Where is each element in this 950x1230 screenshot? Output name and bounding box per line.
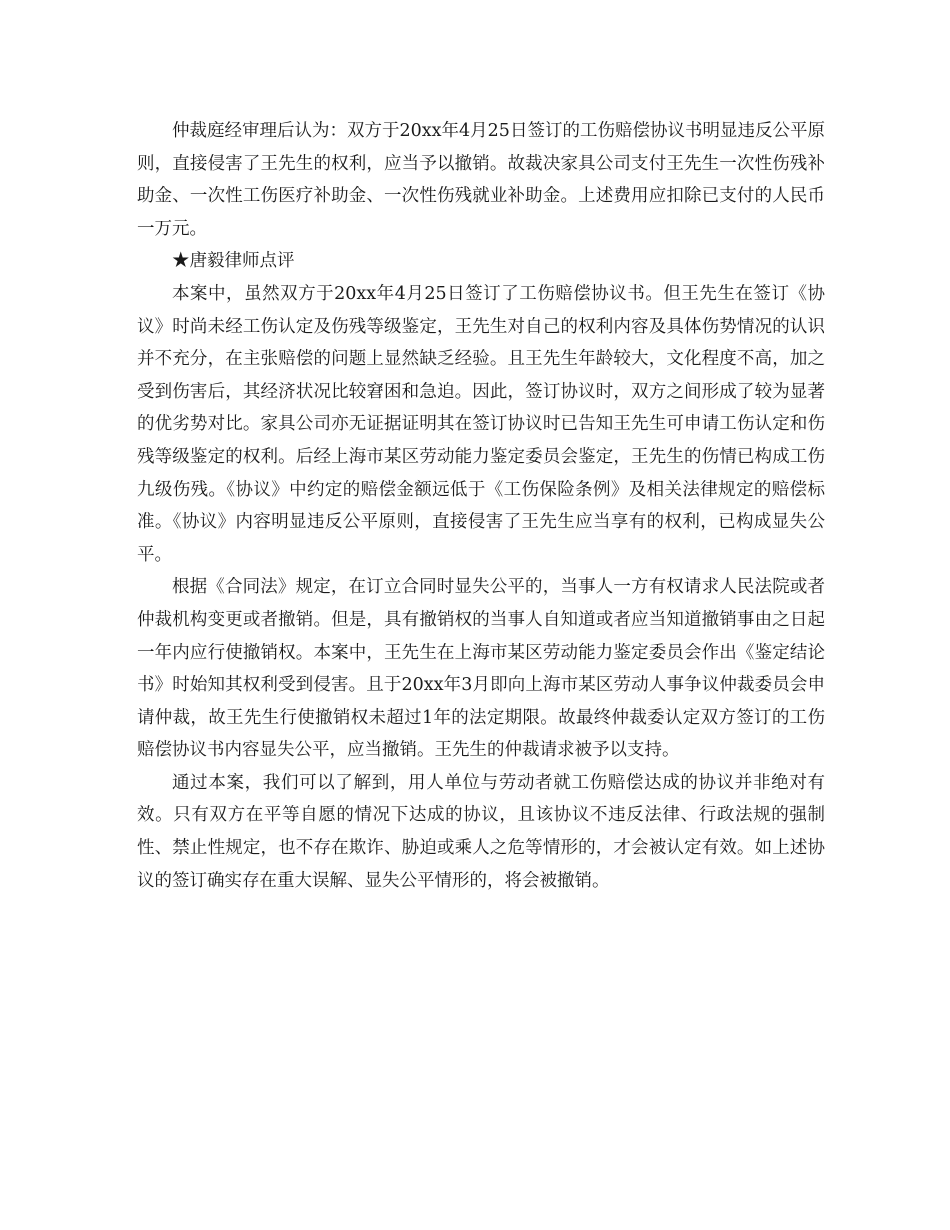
paragraph-case-analysis: 本案中，虽然双方于20xx年4月25日签订了工伤赔偿协议书。但王先生在签订《协议》时尚未经工伤认定及伤残等级鉴定，王先生对自己的权利内容及具体伤势情况的认识并不充分，在主张赔偿的问题上显然缺乏经验。且王先生年龄较大，文化程度不高，加之受到伤害后，其经济状况比较窘困和急迫。因此，签订协议时，双方之间形成了较为显著的优劣势对比。家具公司亦无证据证明其在签订协议时已告知王先生可申请工伤认定和伤残等级鉴定的权利。后经上海市某区劳动能力鉴定委员会鉴定，王先生的伤情已构成工伤九级伤残。《协议》中约定的赔偿金额远低于《工伤保险条例》及相关法律规定的赔偿标准。《协议》内容明显违反公平原则，直接侵害了王先生应当享有的权利，已构成显失公平。 [137, 283, 825, 565]
section-heading-lawyer-comment: ★唐毅律师点评 [172, 251, 295, 272]
paragraph-contract-law: 根据《合同法》规定，在订立合同时显失公平的，当事人一方有权请求人民法院或者仲裁机构变更或者撤销。但是，具有撤销权的当事人自知道或者应当知道撤销事由之日起一年内应行使撤销权。本案中，王先生在上海市某区劳动能力鉴定委员会作出《鉴定结论书》时始知其权利受到侵害。且于20xx年3月即向上海市某区劳动人事争议仲裁委员会申请仲裁，故王先生行使撤销权未超过1年的法定期限。故最终仲裁委认定双方签订的工伤赔偿协议书内容显失公平，应当撤销。王先生的仲裁请求被予以支持。 [137, 577, 825, 761]
paragraph-arbitration-ruling: 仲裁庭经审理后认为：双方于20xx年4月25日签订的工伤赔偿协议书明显违反公平原则，直接侵害了王先生的权利，应当予以撤销。故裁决家具公司支付王先生一次性伤残补助金、一次性工伤医疗补助金、一次性伤残就业补助金。上述费用应扣除已支付的人民币一万元。 [137, 121, 825, 239]
document-page [137, 115, 825, 897]
paragraph-conclusion: 通过本案，我们可以了解到，用人单位与劳动者就工伤赔偿达成的协议并非绝对有效。只有双方在平等自愿的情况下达成的协议，且该协议不违反法律、行政法规的强制性、禁止性规定，也不存在欺诈、胁迫或乘人之危等情形的，才会被认定有效。如上述协议的签订确实存在重大误解、显失公平情形的，将会被撤销。 [137, 772, 825, 891]
